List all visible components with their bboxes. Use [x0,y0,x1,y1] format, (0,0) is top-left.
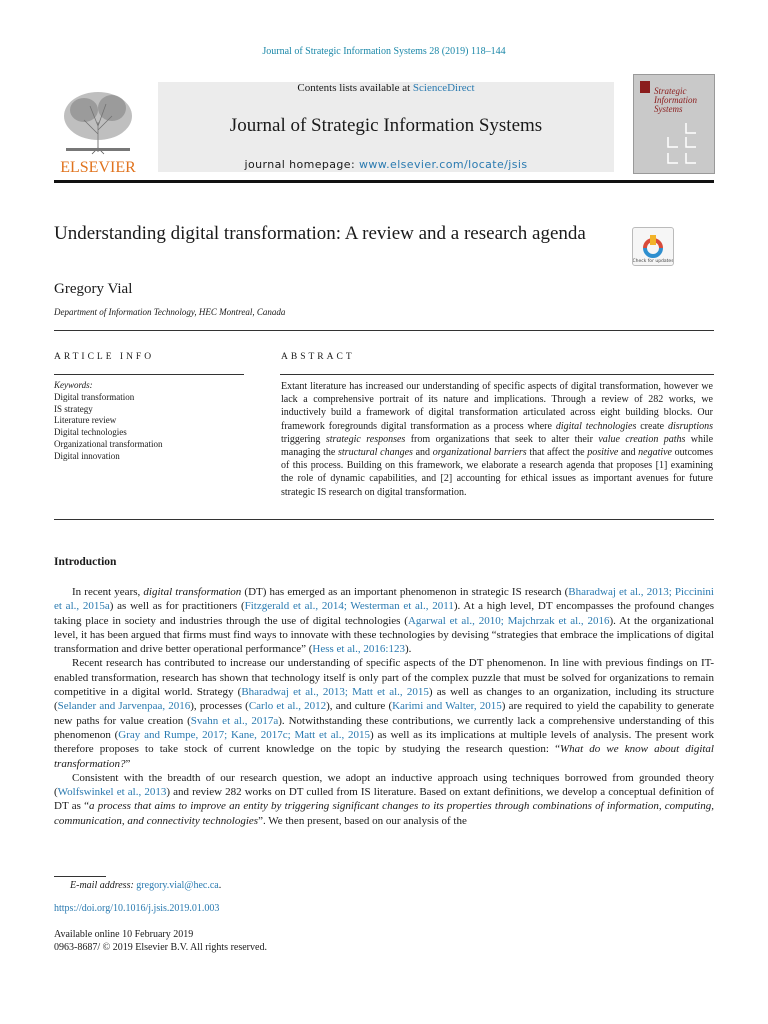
abstract-span: create [636,420,668,432]
abstract-emphasis: structural changes [338,447,413,459]
text-span: ) are required to yield the capability to generate new paths for value creation ( [54,700,714,727]
paragraph [54,585,714,656]
copyright: 0963-8687/ © 2019 Elsevier B.V. All rights reserved. [54,941,267,953]
available-online: Available online 10 February 2019 [54,929,194,940]
text-span: In recent years, [72,586,144,598]
text-span: Recent research has contributed to increase our understanding of specific aspects of the DT phenomenon. In line with previous findings on IT-enabled transformation, research has shown that technology itself is only part of the complex puzzle that must be solved for organizations to remain competitive in a digital world. Strategy ( [54,657,714,699]
abstract-emphasis: disruptions [667,420,713,432]
article-info-heading: ARTICLE INFO [54,352,155,362]
citation-link[interactable]: Bharadwaj et al., 2013; Piccinini et al., 2015a [54,586,714,613]
article-info-rule [54,374,244,375]
citation-link[interactable]: Carlo et al., 2012 [248,700,327,713]
homepage-prefix: journal homepage: [244,158,359,171]
keyword: IS strategy [54,403,93,414]
footnote-rule [54,876,106,877]
text-span: (DT) has emerged as an important phenomenon in strategic IS research ( [241,586,569,598]
abstract-heading: ABSTRACT [281,352,355,362]
abstract-span: from organizations that seek to alter their [405,433,599,445]
journal-title: Journal of Strategic Information Systems [229,115,543,136]
abstract-emphasis: organizational barriers [432,447,527,459]
check-updates-label: Check for updates [633,259,673,264]
text-span: ). At a high level, DT encompasses the profound changes taking place in society and industries through the use of digital technologies ( [54,600,714,627]
paragraph [54,771,714,828]
journal-homepage [158,158,614,171]
text-span: ) and review 282 works on DT culled from IS literature. Based on extant definitions, we develop a conceptual definition of DT as “ [54,786,714,813]
text-span: ). Notwithstanding these contributions, we currently lack a comprehensive understanding of this phenomenon ( [54,714,714,741]
citation-link[interactable]: Selander and Jarvenpaa, 2016 [57,700,191,713]
sciencedirect-link[interactable]: ScienceDirect [412,82,475,94]
introduction-body [54,585,714,828]
keyword: Digital innovation [54,450,120,461]
citation-link[interactable]: Karimi and Walter, 2015 [392,700,502,713]
citation-link[interactable]: Agarwal et al., 2010; Majchrzak et al., 2016 [407,614,610,627]
emphasis: digital transformation [143,586,242,598]
abstract-span: and [412,447,433,459]
text-span: ) as well as for practitioners ( [109,600,245,613]
abstract-end-rule [54,519,714,520]
text-span: Consistent with the breadth of our research question, we adopt an inductive approach using techniques borrowed from grounded theory ( [54,771,714,799]
citation-link[interactable]: Svahn et al., 2017a [190,714,279,727]
abstract-emphasis: negative [638,447,672,459]
email-label: E-mail address: [70,880,137,891]
citation-link[interactable]: Bharadwaj et al., 2013; Matt et al., 2015 [241,686,429,699]
author-name: Gregory Vial [54,281,133,297]
abstract-emphasis: strategic responses [325,433,406,445]
check-for-updates-badge[interactable] [632,227,674,266]
header-rule [54,180,714,183]
introduction-heading: Introduction [54,556,117,568]
abstract-span: while managing the [281,433,714,459]
homepage-link[interactable]: www.elsevier.com/locate/jsis [358,158,528,171]
author-affiliation: Department of Information Technology, HEC Montreal, Canada [54,307,286,317]
text-span: ” [125,757,131,770]
doi-link[interactable]: https://doi.org/10.1016/j.jsis.2019.01.003 [54,903,220,914]
text-span: ”. We then present, based on our analysis of the [258,814,467,827]
text-span: ) as well as changes to an organization, including its structure ( [54,686,714,713]
citation-link[interactable]: Fitzgerald et al., 2014; Westerman et al., 2011 [244,600,454,613]
abstract-emphasis: positive [587,447,619,459]
article-title: Understanding digital transformation: A review and a research agenda [54,223,586,244]
keyword: Literature review [54,415,117,426]
emphasis: What do we know about digital transformation? [54,743,714,770]
abstract-rule [280,374,714,375]
email-end: . [218,880,222,891]
elsevier-wordmark: ELSEVIER [60,159,136,174]
citation-link[interactable]: Wolfswinkel et al., 2013 [57,786,167,799]
check-updates-icon [633,228,673,265]
abstract-emphasis: value creation paths [598,433,686,445]
contents-line [158,82,614,94]
cover-pattern [634,75,714,173]
email-line [70,880,221,891]
emphasis: a process that aims to improve an entity by triggering significant changes to its properties through combinations of information, computing, communication, and connectivity technologies [54,800,714,827]
abstract-emphasis: digital technologies [555,420,637,432]
text-span: ). At the organizational level, it has been argued that firms must find ways to innovate with these technologies by devising “strategies that embrace the implications of digital transformation and drive better operational performance” ( [54,614,714,656]
abstract-span: and [618,447,639,459]
text-span: ), and culture ( [326,700,393,713]
citation-link[interactable]: Gray and Rumpe, 2017; Kane, 2017c; Matt et al., 2015 [118,728,371,741]
text-span: ), processes ( [190,700,249,713]
abstract-span: outcomes of this process. Building on this framework, we elaborate a research agenda that proposes [1] examining the role of dynamic capabilities, and [2] accounting for ethical issues as important avenues for future strategic IS research on digital transformation. [281,447,714,498]
abstract-span: triggering [281,433,326,445]
keyword: Organizational transformation [54,438,163,449]
journal-cover-image[interactable] [633,74,715,174]
keywords-label: Keywords: [54,380,93,390]
keyword: Digital transformation [54,391,135,402]
journal-reference[interactable]: Journal of Strategic Information Systems 28 (2019) 118–144 [262,46,506,57]
text-span: ). [404,643,412,656]
publication-info [54,929,267,954]
keyword: Digital technologies [54,427,127,438]
keywords-block [54,380,163,463]
abstract-span: that affect the [526,447,588,459]
contents-prefix: Contents lists available at [297,82,413,94]
abstract-text [281,380,713,499]
paragraph [54,656,714,770]
email-link[interactable]: gregory.vial@hec.ca [136,880,219,891]
title-rule [54,330,714,331]
text-span: ) as well as its implications at multiple levels of analysis. The present work therefore proposes to take stock of current knowledge on the topic by studying the research question: “ [54,728,715,756]
abstract-span: Extant literature has increased our understanding of specific aspects of digital transformation, however we lack a comprehensive portrait of its nature and implications. Through a review of 282 works, we inductively build a framework of digital transformation articulated across eight building blocks. Our framework foregrounds digital transformation as a process where [281,381,713,432]
cover-title: Strategic Information Systems [654,86,698,114]
citation-link[interactable]: Hess et al., 2016:123 [312,643,405,656]
elsevier-logo [54,82,142,174]
